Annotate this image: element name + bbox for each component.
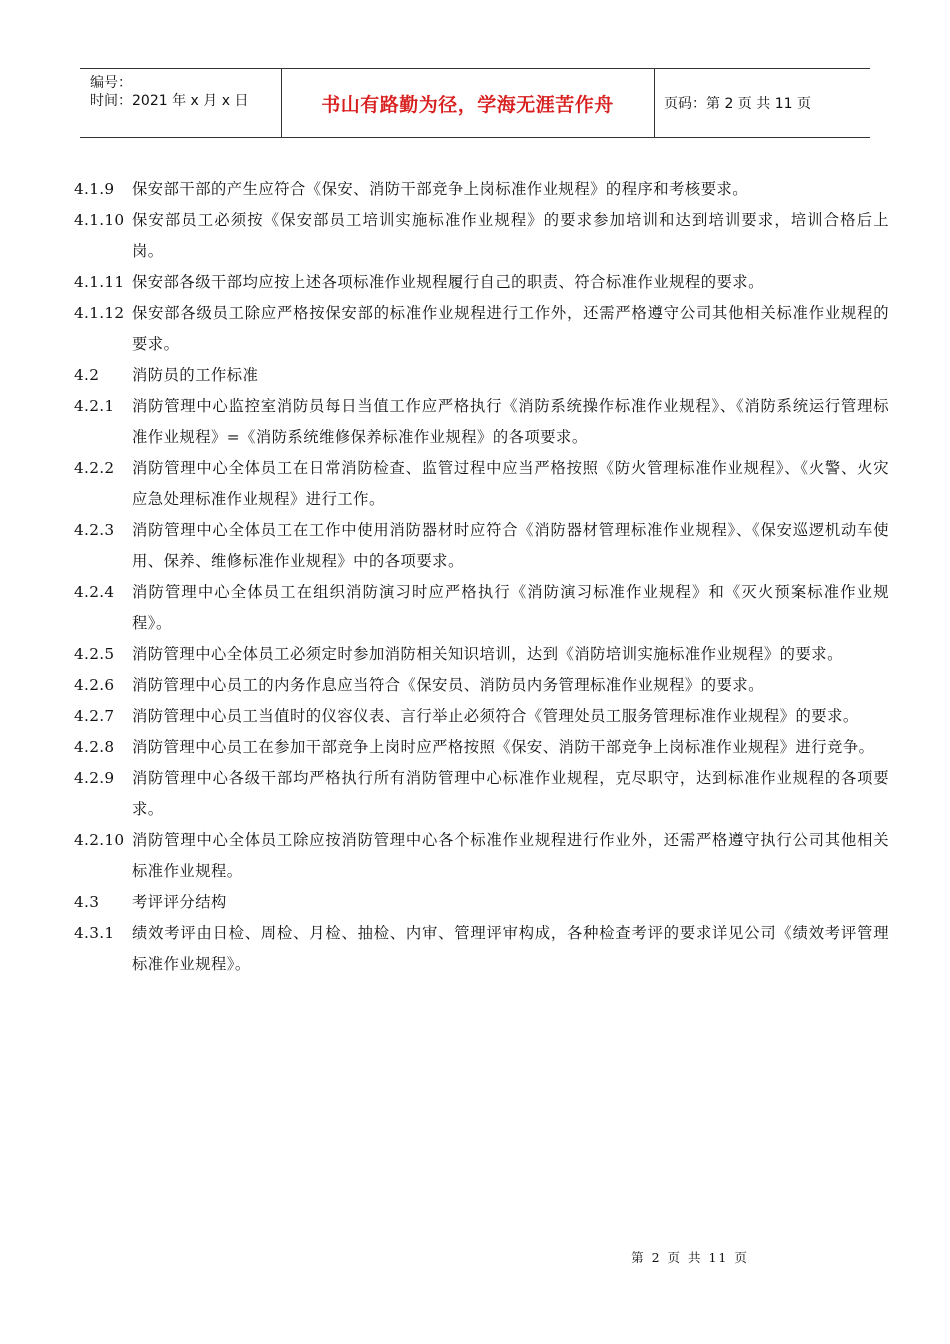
clause-number: 4.2.9: [74, 769, 115, 787]
clause-number: 4.2.2: [74, 459, 115, 477]
clause-number: 4.1.12: [74, 304, 125, 322]
clause-number: 4.2.6: [74, 676, 115, 694]
clause-text: 保安部各级干部均应按上述各项标准作业规程履行自己的职责、符合标准作业规程的要求。: [132, 273, 764, 291]
clause-number: 4.2.8: [74, 738, 115, 756]
header-divider: [654, 69, 655, 137]
clause-item: [74, 298, 889, 360]
header-page-info: 页码：第 2 页 共 11 页: [664, 96, 811, 112]
clause-item: [74, 763, 889, 825]
clause-item: [74, 639, 889, 670]
clause-item: [74, 918, 889, 980]
clause-item: [74, 825, 889, 887]
clause-text: 保安部员工必须按《保安部员工培训实施标准作业规程》的要求参加培训和达到培训要求，培训合格后上岗。: [132, 211, 889, 260]
clause-text: 消防管理中心全体员工在工作中使用消防器材时应符合《消防器材管理标准作业规程》、《保安巡逻机动车使用、保养、维修标准作业规程》中的各项要求。: [132, 521, 889, 570]
clause-text: 消防管理中心全体员工除应按消防管理中心各个标准作业规程进行作业外，还需严格遵守执行公司其他相关标准作业规程。: [132, 831, 889, 880]
clause-item: [74, 701, 889, 732]
clause-number: 4.3.1: [74, 924, 115, 942]
clause-number: 4.1.9: [74, 180, 115, 198]
section-number: 4.3: [74, 893, 100, 911]
clause-text: 消防管理中心员工在参加干部竞争上岗时应严格按照《保安、消防干部竞争上岗标准作业规程》进行竞争。: [132, 738, 875, 756]
section-heading: [74, 887, 889, 918]
clause-text: 消防管理中心全体员工在日常消防检查、监管过程中应当严格按照《防火管理标准作业规程》、《火警、火灾应急处理标准作业规程》进行工作。: [132, 459, 889, 508]
clause-number: 4.1.10: [74, 211, 125, 229]
clause-number: 4.2.1: [74, 397, 115, 415]
section-title: 考评评分结构: [132, 893, 227, 911]
clause-item: [74, 732, 889, 763]
clause-text: 消防管理中心员工当值时的仪容仪表、言行举止必须符合《管理处员工服务管理标准作业规程》的要求。: [132, 707, 859, 725]
clause-number: 4.2.5: [74, 645, 115, 663]
clause-item: [74, 267, 889, 298]
clause-number: 4.1.11: [74, 273, 125, 291]
clause-text: 消防管理中心监控室消防员每日当值工作应严格执行《消防系统操作标准作业规程》、《消防系统运行管理标准作业规程》=《消防系统维修保养标准作业规程》的各项要求。: [132, 397, 889, 446]
header-motto: 书山有路勤为径，学海无涯苦作舟: [321, 93, 614, 116]
section-title: 消防员的工作标准: [132, 366, 259, 384]
clause-item: [74, 174, 889, 205]
clause-text: 保安部干部的产生应符合《保安、消防干部竞争上岗标准作业规程》的程序和考核要求。: [132, 180, 749, 198]
clause-number: 4.2.3: [74, 521, 115, 539]
section-number: 4.2: [74, 366, 100, 384]
clause-item: [74, 515, 889, 577]
page-header: [80, 68, 870, 138]
clause-item: [74, 453, 889, 515]
section-heading: [74, 360, 889, 391]
clause-item: [74, 205, 889, 267]
footer-page-number: 第 2 页 共 11 页: [631, 1250, 749, 1265]
clause-text: 绩效考评由日检、周检、月检、抽检、内审、管理评审构成，各种检查考评的要求详见公司《绩效考评管理标准作业规程》。: [132, 924, 889, 973]
clause-text: 保安部各级员工除应严格按保安部的标准作业规程进行工作外，还需严格遵守公司其他相关标准作业规程的要求。: [132, 304, 889, 353]
clause-item: [74, 391, 889, 453]
clause-text: 消防管理中心全体员工在组织消防演习时应严格执行《消防演习标准作业规程》和《灭火预案标准作业规程》。: [132, 583, 889, 632]
clause-item: [74, 670, 889, 701]
code-label: 编号：: [90, 75, 132, 91]
clause-number: 4.2.7: [74, 707, 115, 725]
clause-text: 消防管理中心全体员工必须定时参加消防相关知识培训，达到《消防培训实施标准作业规程》的要求。: [132, 645, 843, 663]
clause-text: 消防管理中心员工的内务作息应当符合《保安员、消防员内务管理标准作业规程》的要求。: [132, 676, 764, 694]
header-left: [90, 74, 248, 110]
clause-number: 4.2.10: [74, 831, 125, 849]
document-body: [74, 174, 889, 980]
clause-text: 消防管理中心各级干部均严格执行所有消防管理中心标准作业规程，克尽职守，达到标准作业规程的各项要求。: [132, 769, 889, 818]
time-label: 时间：2021 年 x 月 x 日: [90, 93, 249, 109]
clause-number: 4.2.4: [74, 583, 115, 601]
clause-item: [74, 577, 889, 639]
page-footer: [0, 1248, 950, 1266]
